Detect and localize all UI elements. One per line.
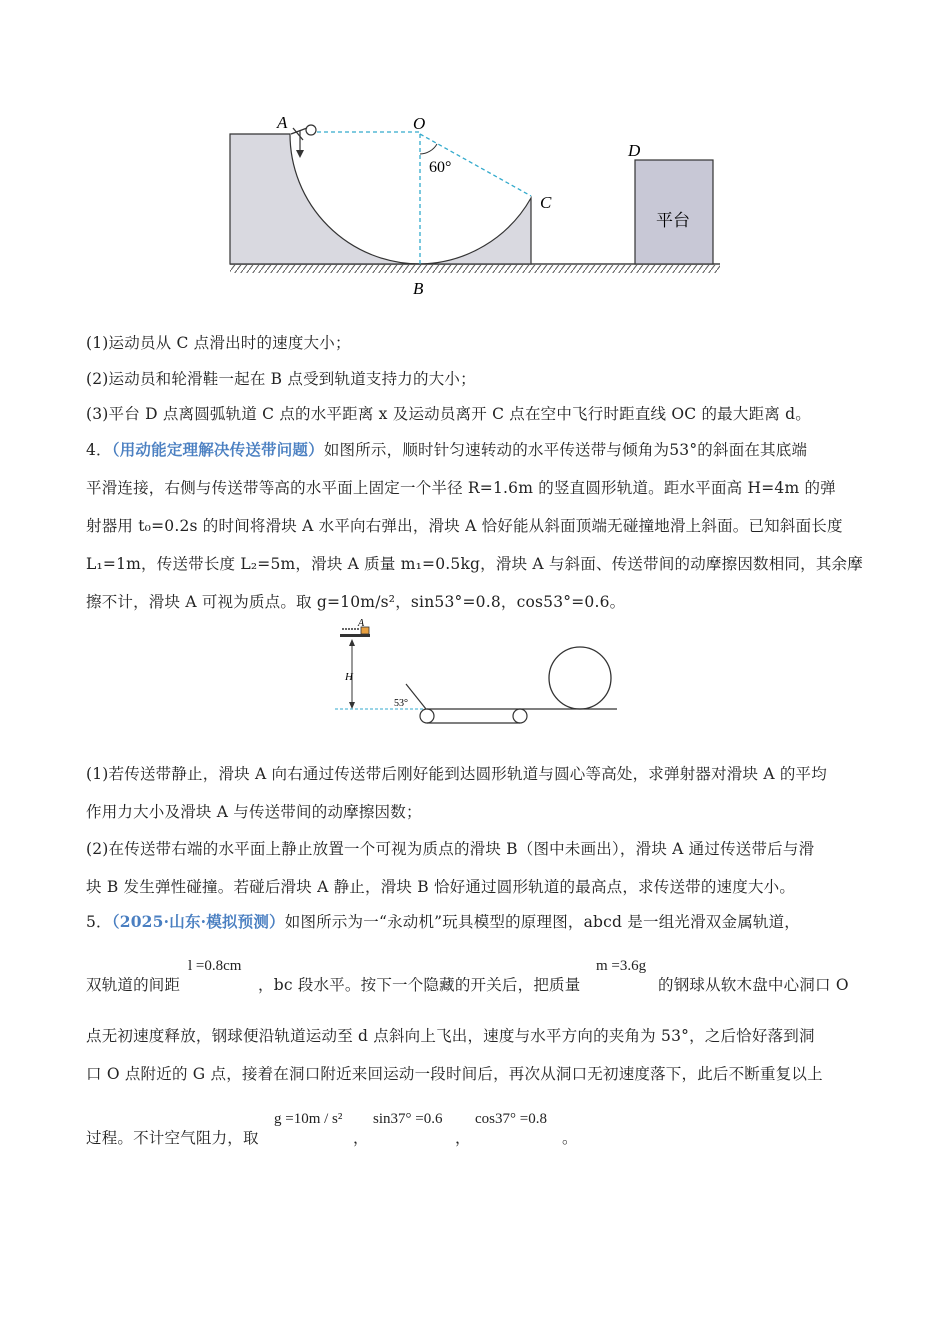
label-O: O	[413, 114, 426, 133]
q5-math-cos: cos37° =0.8	[475, 1111, 547, 1127]
q4-text1: 如图所示，顺时针匀速转动的水平传送带与倾角为53°的斜面在其底端	[323, 441, 808, 459]
fig2-label-H: H	[345, 671, 353, 683]
q4-line1	[86, 438, 807, 460]
q3-part3: (3)平台 D 点离圆弧轨道 C 点的水平距离 x 及运动员离开 C 点在空中飞行时距直线 OC 的最大距离 d。	[86, 405, 811, 423]
q5-tag: （2025·山东·模拟预测）	[111, 912, 285, 931]
q5-math-l: l =0.8cm	[188, 958, 242, 974]
q5-comma2: ，	[455, 1129, 471, 1147]
figure-halfpipe	[225, 110, 725, 300]
figure-conveyor	[330, 618, 630, 730]
q4-tag: （用动能定理解决传送带问题）	[111, 440, 324, 459]
q4-number: 4．	[86, 441, 112, 459]
q5-line1	[86, 910, 800, 932]
q5-math-g: g =10m / s²	[274, 1111, 343, 1127]
label-C: C	[540, 193, 552, 212]
fig2-angle: 53°	[394, 698, 408, 709]
q4-sub1-line1: (1)若传送带静止，滑块 A 向右通过传送带后刚好能到达圆形轨道与圆心等高处，求弹射器对滑块 A 的平均	[86, 765, 827, 783]
q5-line5a: 过程。不计空气阻力，取	[86, 1129, 259, 1147]
label-angle: 60°	[429, 159, 452, 176]
q5-text1: 如图所示为一“永动机”玩具模型的原理图，abcd 是一组光滑双金属轨道，	[284, 913, 800, 931]
q5-line2c: 的钢球从软木盘中心洞口 O	[658, 976, 849, 994]
label-B: B	[413, 279, 424, 298]
q5-line2b: ，bc 段水平。按下一个隐藏的开关后，把质量	[258, 976, 581, 994]
q3-part1: (1)运动员从 C 点滑出时的速度大小；	[86, 334, 351, 352]
fig2-label-A: A	[358, 618, 365, 629]
label-D: D	[628, 141, 641, 160]
q4-line4: L₁=1m，传送带长度 L₂=5m，滑块 A 质量 m₁=0.5kg，滑块 A 与斜面、传送带间的动摩擦因数相同，其余摩	[86, 555, 863, 573]
q5-line4: 口 O 点附近的 G 点，接着在洞口附近来回运动一段时间后，再次从洞口无初速度落下，此后不断重复以上	[86, 1065, 823, 1083]
q3-part2: (2)运动员和轮滑鞋一起在 B 点受到轨道支持力的大小；	[86, 370, 476, 388]
q5-comma1: ，	[353, 1129, 369, 1147]
q5-math-m: m =3.6g	[596, 958, 647, 974]
q4-sub2-line2: 块 B 发生弹性碰撞。若碰后滑块 A 静止，滑块 B 恰好通过圆形轨道的最高点，求传送带的速度大小。	[86, 878, 796, 896]
q4-sub1-line2: 作用力大小及滑块 A 与传送带间的动摩擦因数；	[86, 803, 422, 821]
q5-math-sin: sin37° =0.6	[373, 1111, 443, 1127]
q4-line2: 平滑连接，右侧与传送带等高的水平面上固定一个半径 R=1.6m 的竖直圆形轨道。距水平面高 H=4m 的弹	[86, 479, 836, 497]
q4-sub2-line1: (2)在传送带右端的水平面上静止放置一个可视为质点的滑块 B（图中未画出），滑块 A 通过传送带后与滑	[86, 840, 815, 858]
q5-end: 。	[562, 1129, 578, 1147]
q4-line5: 擦不计，滑块 A 可视为质点。取 g=10m/s²，sin53°=0.8，cos53°=0.6。	[86, 593, 626, 611]
q5-line2a: 双轨道的间距	[86, 976, 181, 994]
q5-line3: 点无初速度释放，钢球便沿轨道运动至 d 点斜向上飞出，速度与水平方向的夹角为 53°，之后恰好落到洞	[86, 1027, 815, 1045]
label-A: A	[277, 113, 288, 132]
q4-line3: 射器用 t₀=0.2s 的时间将滑块 A 水平向右弹出，滑块 A 恰好能从斜面顶端无碰撞地滑上斜面。已知斜面长度	[86, 517, 843, 535]
label-platform: 平台	[656, 211, 690, 230]
q5-number: 5．	[86, 913, 112, 931]
